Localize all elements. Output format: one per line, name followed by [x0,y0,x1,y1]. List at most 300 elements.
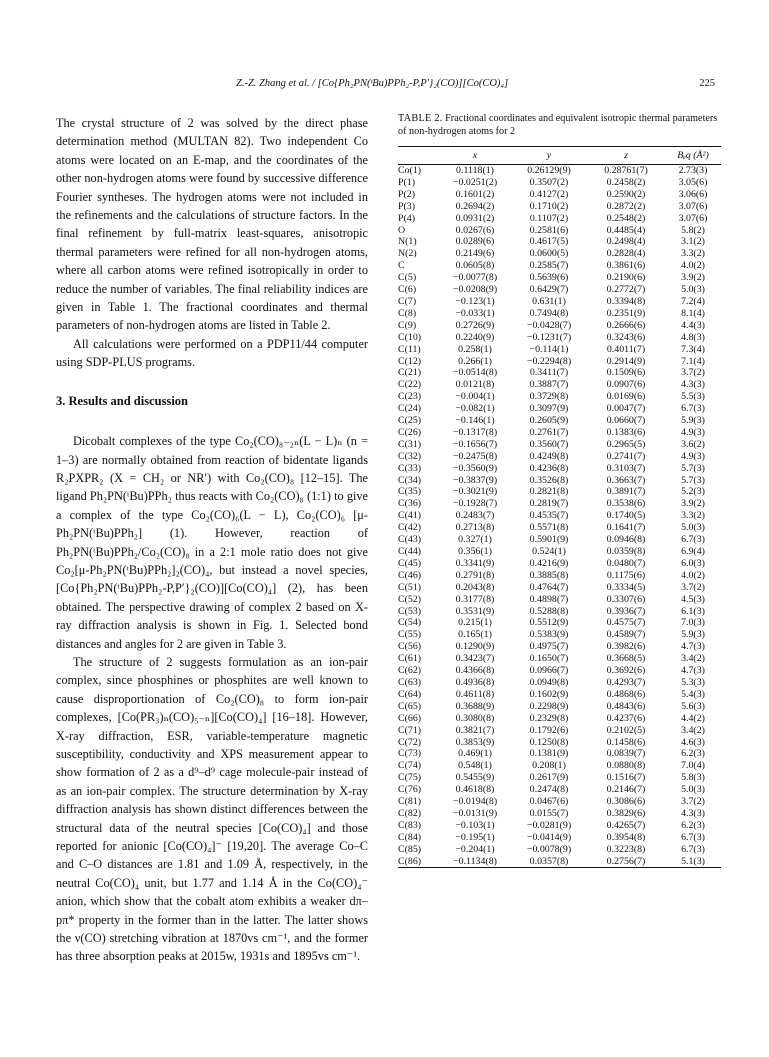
atom-cell: C(82) [398,807,422,819]
fractional-coordinates-table [398,146,721,868]
table-row [398,510,721,522]
z-cell: 0.4011(7) [606,343,646,355]
z-cell: 0.3954(8) [606,831,646,843]
z-cell: 0.1383(6) [606,426,646,438]
y-cell: 0.1107(2) [529,212,569,224]
y-cell: 0.4127(2) [529,188,569,200]
x-cell: 0.2149(6) [455,248,495,260]
x-cell: 0.3177(8) [455,593,495,605]
y-cell: 0.2329(8) [529,712,569,724]
y-cell: 0.4898(7) [529,593,569,605]
beq-cell: 5.9(3) [681,629,705,641]
atom-cell: C(65) [398,700,422,712]
x-cell: −0.0194(8) [452,796,498,808]
x-cell: −0.1928(7) [452,498,498,510]
beq-cell: 5.8(3) [681,772,705,784]
x-cell: −0.033(1) [455,307,495,319]
table-row [398,558,721,570]
x-cell: 0.356(1) [458,546,492,557]
z-cell: 0.0169(6) [606,391,646,403]
table-row [398,284,721,296]
table-row [398,248,721,260]
y-cell: 0.2761(7) [529,426,569,438]
table-row [398,486,721,498]
beq-cell: 5.7(3) [681,474,705,486]
beq-cell: 6.7(3) [681,831,705,843]
table-row [398,570,721,582]
table-row [398,713,721,725]
x-cell: 0.0931(2) [455,212,495,224]
atom-cell: O [398,224,406,236]
table-row [398,463,721,475]
table-row [398,403,721,415]
atom-cell: P(2) [398,188,416,200]
atom-cell: N(1) [398,236,417,248]
table-row [398,760,721,772]
x-cell: −0.0208(9) [452,284,498,296]
y-cell: 0.3507(2) [529,176,569,188]
table-row [398,748,721,760]
z-cell: 0.3982(6) [606,641,646,653]
atom-cell: C(26) [398,426,422,438]
atom-cell: C(33) [398,462,422,474]
z-cell: 0.3829(6) [606,807,646,819]
x-cell: 0.2483(7) [455,510,495,522]
table-row [398,546,721,558]
header-z: z [587,147,665,165]
z-cell: 0.0946(8) [606,534,646,546]
y-cell: 0.3560(7) [529,438,569,450]
x-cell: 0.548(1) [458,760,492,772]
y-cell: 0.4249(8) [529,450,569,462]
atom-cell: C(56) [398,641,422,653]
y-cell: 0.1602(9) [529,688,569,700]
atom-cell: C(5) [398,272,417,284]
table-column [398,112,721,868]
beq-cell: 7.0(4) [681,760,705,772]
table-row [398,689,721,701]
x-cell: 0.0121(8) [455,379,495,391]
z-cell: 0.3668(5) [606,653,646,665]
x-cell: 0.469(1) [458,748,492,760]
y-cell: −0.0281(9) [526,819,572,831]
y-cell: 0.3885(8) [529,569,569,581]
atom-cell: C(22) [398,379,422,391]
table-row [398,534,721,546]
table-row [398,236,721,248]
x-cell: −0.0514(8) [452,367,498,379]
table-row [398,737,721,749]
z-cell: 0.2351(9) [606,307,646,319]
atom-cell: P(3) [398,200,416,212]
z-cell: 0.3334(5) [606,581,646,593]
z-cell: 0.0907(6) [606,379,646,391]
z-cell: 0.3086(6) [606,796,646,808]
atom-cell: C(84) [398,831,422,843]
left-text-column [56,114,368,966]
x-cell: 0.215(1) [458,617,492,629]
atom-cell: C(73) [398,748,422,760]
y-cell: 0.26129(9) [527,165,571,176]
x-cell: −0.0131(9) [452,807,498,819]
y-cell: 0.3526(8) [529,474,569,486]
beq-cell: 4.7(3) [681,641,705,653]
z-cell: 0.0839(7) [606,748,646,760]
beq-cell: 4.0(2) [681,569,705,581]
y-cell: 0.3411(7) [529,367,569,379]
z-cell: 0.4485(4) [606,224,646,236]
x-cell: −0.1656(7) [452,438,498,450]
atom-cell: C(23) [398,391,422,403]
atom-cell: C(53) [398,605,422,617]
table-row [398,582,721,594]
table-row [398,320,721,332]
header-atom [398,147,439,165]
x-cell: −0.2475(8) [452,450,498,462]
atom-cell: P(1) [398,176,416,188]
beq-cell: 5.4(3) [681,688,705,700]
beq-cell: 4.4(2) [681,712,705,724]
table-body [398,165,721,868]
z-cell: 0.2828(4) [606,248,646,260]
atom-cell: C(75) [398,772,422,784]
table-row [398,653,721,665]
atom-cell: C(12) [398,355,422,367]
table-row [398,165,721,177]
atom-cell: C(9) [398,319,417,331]
x-cell: −0.082(1) [455,403,495,415]
z-cell: 0.4237(6) [606,712,646,724]
table-row [398,213,721,225]
y-cell: 0.3729(8) [529,391,569,403]
y-cell: 0.5383(9) [529,629,569,641]
y-cell: 0.5639(6) [529,272,569,284]
table-row [398,189,721,201]
z-cell: 0.3243(6) [606,331,646,343]
x-cell: 0.2240(9) [455,331,495,343]
atom-cell: C(10) [398,331,422,343]
section-heading: 3. Results and discussion [56,393,188,408]
beq-cell: 3.7(2) [681,796,705,808]
y-cell: 0.1792(6) [529,724,569,736]
page-number: 225 [699,78,715,89]
atom-cell: C(21) [398,367,422,379]
table-row [398,201,721,213]
y-cell: 0.2585(7) [529,260,569,272]
z-cell: 0.28761(7) [604,165,648,176]
y-cell: 0.6429(7) [529,284,569,296]
atom-cell: C(63) [398,676,422,688]
table-row [398,439,721,451]
beq-cell: 6.2(3) [681,748,705,760]
beq-cell: 3.05(6) [678,176,708,188]
table-row [398,629,721,641]
table-row [398,260,721,272]
beq-cell: 3.07(6) [678,212,708,224]
atom-cell: C(83) [398,819,422,831]
beq-cell: 3.3(2) [681,248,705,260]
table-row [398,308,721,320]
atom-cell: C(51) [398,581,422,593]
beq-cell: 5.9(3) [681,415,705,427]
z-cell: 0.1740(5) [606,510,646,522]
beq-cell: 5.3(3) [681,676,705,688]
x-cell: 0.1118(1) [456,165,494,176]
z-cell: 0.0359(8) [606,546,646,557]
table-row [398,498,721,510]
x-cell: 0.3688(9) [455,700,495,712]
z-cell: 0.2756(7) [587,856,665,868]
table-row [398,272,721,284]
y-cell: 0.1381(9) [529,748,569,760]
atom-cell: C(86) [398,856,439,868]
table-caption [398,112,721,138]
y-cell: 0.1710(2) [529,200,569,212]
y-cell: 0.4975(7) [529,641,569,653]
table-row [398,606,721,618]
y-cell: 0.0467(6) [529,796,569,808]
beq-cell: 8.1(4) [681,307,705,319]
x-cell: 0.2726(9) [455,319,495,331]
table-row [398,367,721,379]
z-cell: 0.3307(6) [606,593,646,605]
beq-cell: 6.7(3) [681,843,705,855]
table-row [398,808,721,820]
beq-cell: 3.9(2) [681,272,705,284]
atom-cell: C(71) [398,724,422,736]
y-cell: 0.2581(6) [529,224,569,236]
z-cell: 0.2498(4) [606,236,646,248]
table-row [398,522,721,534]
y-cell: 0.2605(9) [529,415,569,427]
x-cell: −0.1317(8) [452,426,498,438]
y-cell: 0.208(1) [532,760,566,772]
beq-cell: 6.7(3) [681,403,705,415]
atom-cell: C(81) [398,796,422,808]
atom-cell: C(24) [398,403,422,415]
x-cell: 0.327(1) [458,534,492,546]
paragraph-ion-pair-structure: The structure of 2 suggests formulation as an ion-pair complex, since phosphines or phosphites are well known to cause disproportionation of Co₂(CO)₈ to form ion-pair complexes, [Co(PR₃)ₙ(CO)₅₋ₙ][Co(CO)₄] [16–18]. However, X-ray diffraction, ESR, variable-temperature magnetic susceptibility, conductivity and XPS measurement appear to show formation of 2 as a d⁹–d⁹ cage molecule-pair instead of as an ion-pair complex. The structure determination by X-ray diffraction analysis has shown distinct differences between the structural data of the neutral species [Co(CO)₄] and those reported for anionic [Co(CO)₄]⁻ [19,20]. The average Co–C and C–O distances are 1.81 and 1.09 Å, respectively, in the neutral Co(CO)₄ unit, but 1.77 and 1.14 Å in the Co(CO)₄⁻ anion, which show that the cobalt atom exhibits a weaker dπ–pπ* property in the former than in the latter. The latter shows the ν(CO) stretching vibration at 1870vs cm⁻¹, and the former has three absorption peaks at 2015w, 1931s and 1895vs cm⁻¹. [56,654,368,964]
x-cell: −0.3021(9) [452,486,498,498]
z-cell: 0.2965(5) [606,438,646,450]
table-row [398,415,721,427]
beq-cell: 6.0(3) [681,557,705,569]
y-cell: 0.2819(7) [529,498,569,510]
y-cell: −0.0428(7) [526,319,572,331]
beq-cell: 4.8(3) [681,331,705,343]
beq-cell: 6.1(3) [681,605,705,617]
z-cell: 0.3692(6) [606,665,646,677]
beq-cell: 5.8(2) [681,224,705,236]
x-cell: −0.3560(9) [452,462,498,474]
beq-cell: 7.2(4) [681,295,705,307]
beq-cell: 3.7(2) [681,581,705,593]
y-cell: 0.7494(8) [529,307,569,319]
x-cell: 0.3853(9) [455,736,495,748]
atom-cell: C(55) [398,629,422,641]
table-row [398,296,721,308]
x-cell: 0.266(1) [458,355,492,367]
running-header [0,78,769,96]
x-cell: −0.0251(2) [452,176,498,188]
table-row [398,379,721,391]
x-cell: 0.3341(9) [455,557,495,569]
table-row [398,344,721,356]
table-row [398,617,721,629]
z-cell: 0.1516(7) [606,772,646,784]
y-cell: 0.0600(5) [529,248,569,260]
atom-cell: P(4) [398,212,416,224]
atom-cell: C(36) [398,498,422,510]
z-cell: 0.3103(7) [606,462,646,474]
table-row [398,677,721,689]
atom-cell: C(66) [398,712,422,724]
y-cell: 0.0949(8) [529,676,569,688]
table-caption-text: Fractional coordinates and equivalent isotropic thermal parameters of non-hydrogen atoms for 2 [398,113,718,137]
atom-cell: C(25) [398,415,422,427]
beq-cell: 5.2(3) [681,486,705,498]
table-row [398,177,721,189]
beq-cell: 5.6(3) [681,700,705,712]
atom-cell: C(85) [398,843,422,855]
table-label: TABLE 2. [398,113,443,124]
beq-cell: 3.4(2) [681,653,705,665]
table-row [398,856,721,868]
beq-cell: 6.7(3) [681,534,705,546]
y-cell: −0.1231(7) [526,331,572,343]
paragraph-calculations: All calculations were performed on a PDP11/44 computer using SDP-PLUS programs. [56,336,368,370]
y-cell: 0.4764(7) [529,581,569,593]
beq-cell: 4.9(3) [681,450,705,462]
y-cell: −0.0414(9) [526,831,572,843]
z-cell: 0.1641(7) [606,522,646,534]
atom-cell: C(31) [398,438,422,450]
x-cell: −0.1134(8) [439,856,511,868]
z-cell: 0.2914(9) [606,355,646,367]
atom-cell: C(42) [398,522,422,534]
x-cell: 0.3080(8) [455,712,495,724]
z-cell: 0.0880(8) [606,760,646,772]
z-cell: 0.3394(8) [606,295,646,307]
beq-cell: 5.5(3) [681,391,705,403]
atom-cell: C(32) [398,450,422,462]
y-cell: 0.0357(8) [511,856,587,868]
y-cell: 0.0155(7) [529,807,569,819]
table-row [398,665,721,677]
x-cell: −0.204(1) [455,843,495,855]
z-cell: 0.2458(2) [606,176,646,188]
x-cell: −0.004(1) [455,391,495,403]
x-cell: −0.195(1) [455,831,495,843]
beq-cell: 2.73(3) [678,165,708,176]
beq-cell: 7.0(3) [681,617,705,629]
beq-cell: 4.3(3) [681,379,705,391]
table-row [398,820,721,832]
paragraph-dicobalt-complexes: Dicobalt complexes of the type Co₂(CO)₈₋₂ₙ(L − L)ₙ (n = 1–3) are normally obtained from reaction of bidentate ligands R₂PXPR₂ (X = CH₂ or NR′) with Co₂(CO)₈ [12–15]. The ligand Ph₂PN(ᵗBu)PPh₂ thus reacts with Co₂(CO)₈ (1:1) to give a complex of the type Co₂(CO)₆(L − L), Co₂(CO)₆ [μ-Ph₂PN(ᵗBu)PPh₂] (1). However, reaction of Ph₂PN(ᵗBu)PPh₂/Co₂(CO)₈ in a 2:1 mole ratio does not give Co₂[μ-Ph₂PN(ᵗBu)PPh₂]₂(CO)₄, but instead a novel species, [Co{Ph₂PN(ᵗBu)PPh₂-P,P′}₂(CO)][Co(CO)₄] (2), has been obtained. The perspective drawing of complex 2 based on X-ray diffraction analysis is shown in Fig. 1. Selected bond distances and angles for 2 are given in Table 3. [56,434,368,651]
x-cell: 0.2043(8) [455,581,495,593]
beq-cell: 3.6(2) [681,438,705,450]
beq-cell: 5.7(3) [681,462,705,474]
x-cell: 0.3423(7) [455,653,495,665]
running-head-title: Z.-Z. Zhang et al. / [Co{Ph₂PN(ᵗBu)PPh₂-P,P′}₂(CO)][Co(CO)₄] [236,78,509,89]
z-cell: 0.0047(7) [606,403,646,415]
atom-cell: C(11) [398,343,421,355]
atom-cell: C(74) [398,760,422,772]
beq-cell: 4.6(3) [681,736,705,748]
table-row [398,796,721,808]
y-cell: 0.5571(8) [529,522,569,534]
beq-cell: 6.9(4) [681,546,705,557]
y-cell: 0.5512(9) [529,617,569,629]
atom-cell: C [398,260,405,272]
header-y: y [511,147,587,165]
beq-cell: 4.5(3) [681,593,705,605]
y-cell: 0.4617(5) [529,236,569,248]
beq-cell: 5.0(3) [681,784,705,796]
atom-cell: C(61) [398,653,422,665]
z-cell: 0.1509(6) [606,367,646,379]
atom-cell: Co(1) [398,165,422,176]
y-cell: 0.2821(8) [529,486,569,498]
paragraph-structure-solution: The crystal structure of 2 was solved by the direct phase determination method (MULTAN 82). Two independent Co atoms were located on an E-map, and the coordinates of the other non-hydrogen atoms were found by successive difference Fourier syntheses. The hydrogen atoms were not included in the refinements and the calculations of structure factors. In the final refinement by full-matrix least-squares, anisotropic thermal parameters were refined for all non-hydrogen atoms, where all carbon atoms were refined isotropically in order to reduce the number of variables. The final reliability indices are given in Table 1. The fractional coordinates and thermal parameters of non-hydrogen atoms are listed in Table 2. [56,116,368,333]
atom-cell: C(54) [398,617,422,629]
z-cell: 0.3223(8) [606,843,646,855]
atom-cell: C(44) [398,546,422,557]
x-cell: 0.3531(9) [455,605,495,617]
x-cell: 0.1601(2) [455,188,495,200]
atom-cell: C(72) [398,736,422,748]
x-cell: 0.4618(8) [455,784,495,796]
z-cell: 0.2190(6) [606,272,646,284]
table-row [398,701,721,713]
header-x: x [439,147,511,165]
table-row [398,641,721,653]
x-cell: 0.2694(2) [455,200,495,212]
atom-cell: C(34) [398,474,422,486]
table-row [398,391,721,403]
x-cell: −0.123(1) [455,295,495,307]
beq-cell: 7.3(4) [681,343,705,355]
z-cell: 0.0480(7) [606,557,646,569]
beq-cell: 3.7(2) [681,367,705,379]
z-cell: 0.2666(6) [606,319,646,331]
z-cell: 0.4843(6) [606,700,646,712]
beq-cell: 3.9(2) [681,498,705,510]
y-cell: 0.2617(9) [529,772,569,784]
beq-cell: 3.06(6) [678,188,708,200]
z-cell: 0.2772(7) [606,284,646,296]
z-cell: 0.3936(7) [606,605,646,617]
beq-cell: 4.0(2) [681,260,705,272]
table-row [398,784,721,796]
y-cell: 0.2298(9) [529,700,569,712]
z-cell: 0.3663(7) [606,474,646,486]
x-cell: 0.3821(7) [455,724,495,736]
y-cell: −0.2294(8) [526,355,572,367]
y-cell: 0.3887(7) [529,379,569,391]
y-cell: 0.4216(9) [529,557,569,569]
atom-cell: C(35) [398,486,422,498]
y-cell: 0.4535(7) [529,510,569,522]
beq-cell: 7.1(4) [681,355,705,367]
table-row [398,427,721,439]
x-cell: 0.2713(8) [455,522,495,534]
table-row [398,451,721,463]
table-row [398,844,721,856]
z-cell: 0.1175(6) [606,569,646,581]
beq-cell: 4.3(3) [681,807,705,819]
atom-cell: C(64) [398,688,422,700]
